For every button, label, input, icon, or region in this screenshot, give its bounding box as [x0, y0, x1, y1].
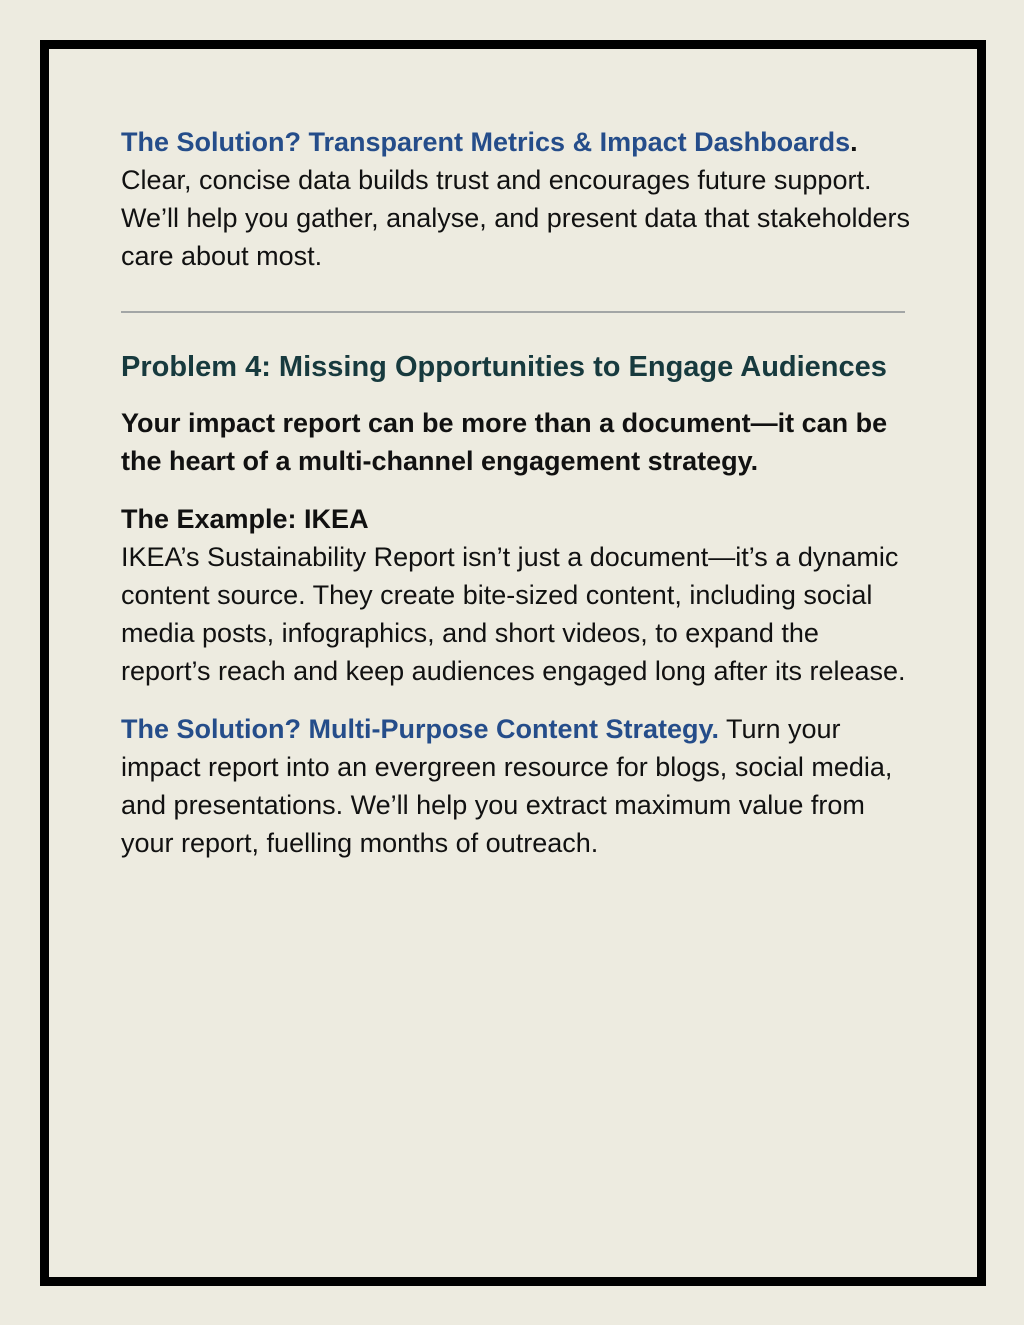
- section-divider: [121, 311, 905, 313]
- example-paragraph: [121, 500, 911, 690]
- solution-title-2: The Solution? Multi-Purpose Content Strategy.: [121, 714, 719, 744]
- solution-title-1: The Solution? Transparent Metrics & Impact Dashboards: [121, 127, 851, 157]
- solution-title-1-period: .: [850, 127, 858, 157]
- example-title: The Example: IKEA: [121, 504, 369, 534]
- page-frame: [40, 40, 986, 1286]
- page-content: [121, 123, 911, 862]
- solution-body-2: Turn your impact report into an evergreen resource for blogs, social media, and presentations. We’ll help you extract maximum value from your report, fuelling months of outreach.: [121, 714, 893, 858]
- problem-4-lead: Your impact report can be more than a document—it can be the heart of a multi-channel engagement strategy.: [121, 408, 888, 476]
- problem-4-heading: Problem 4: Missing Opportunities to Engage Audiences: [121, 351, 887, 383]
- solution-paragraph-2: [121, 710, 911, 862]
- example-body: IKEA’s Sustainability Report isn’t just a document—it’s a dynamic content source. They create bite-sized content, including social media posts, infographics, and short videos, to expand the report’s reach and keep audiences engaged long after its release.: [121, 542, 906, 686]
- solution-paragraph-1: [121, 123, 911, 275]
- solution-body-1: Clear, concise data builds trust and encourages future support. We’ll help you gather, analyse, and present data that stakeholders care about most.: [121, 165, 911, 271]
